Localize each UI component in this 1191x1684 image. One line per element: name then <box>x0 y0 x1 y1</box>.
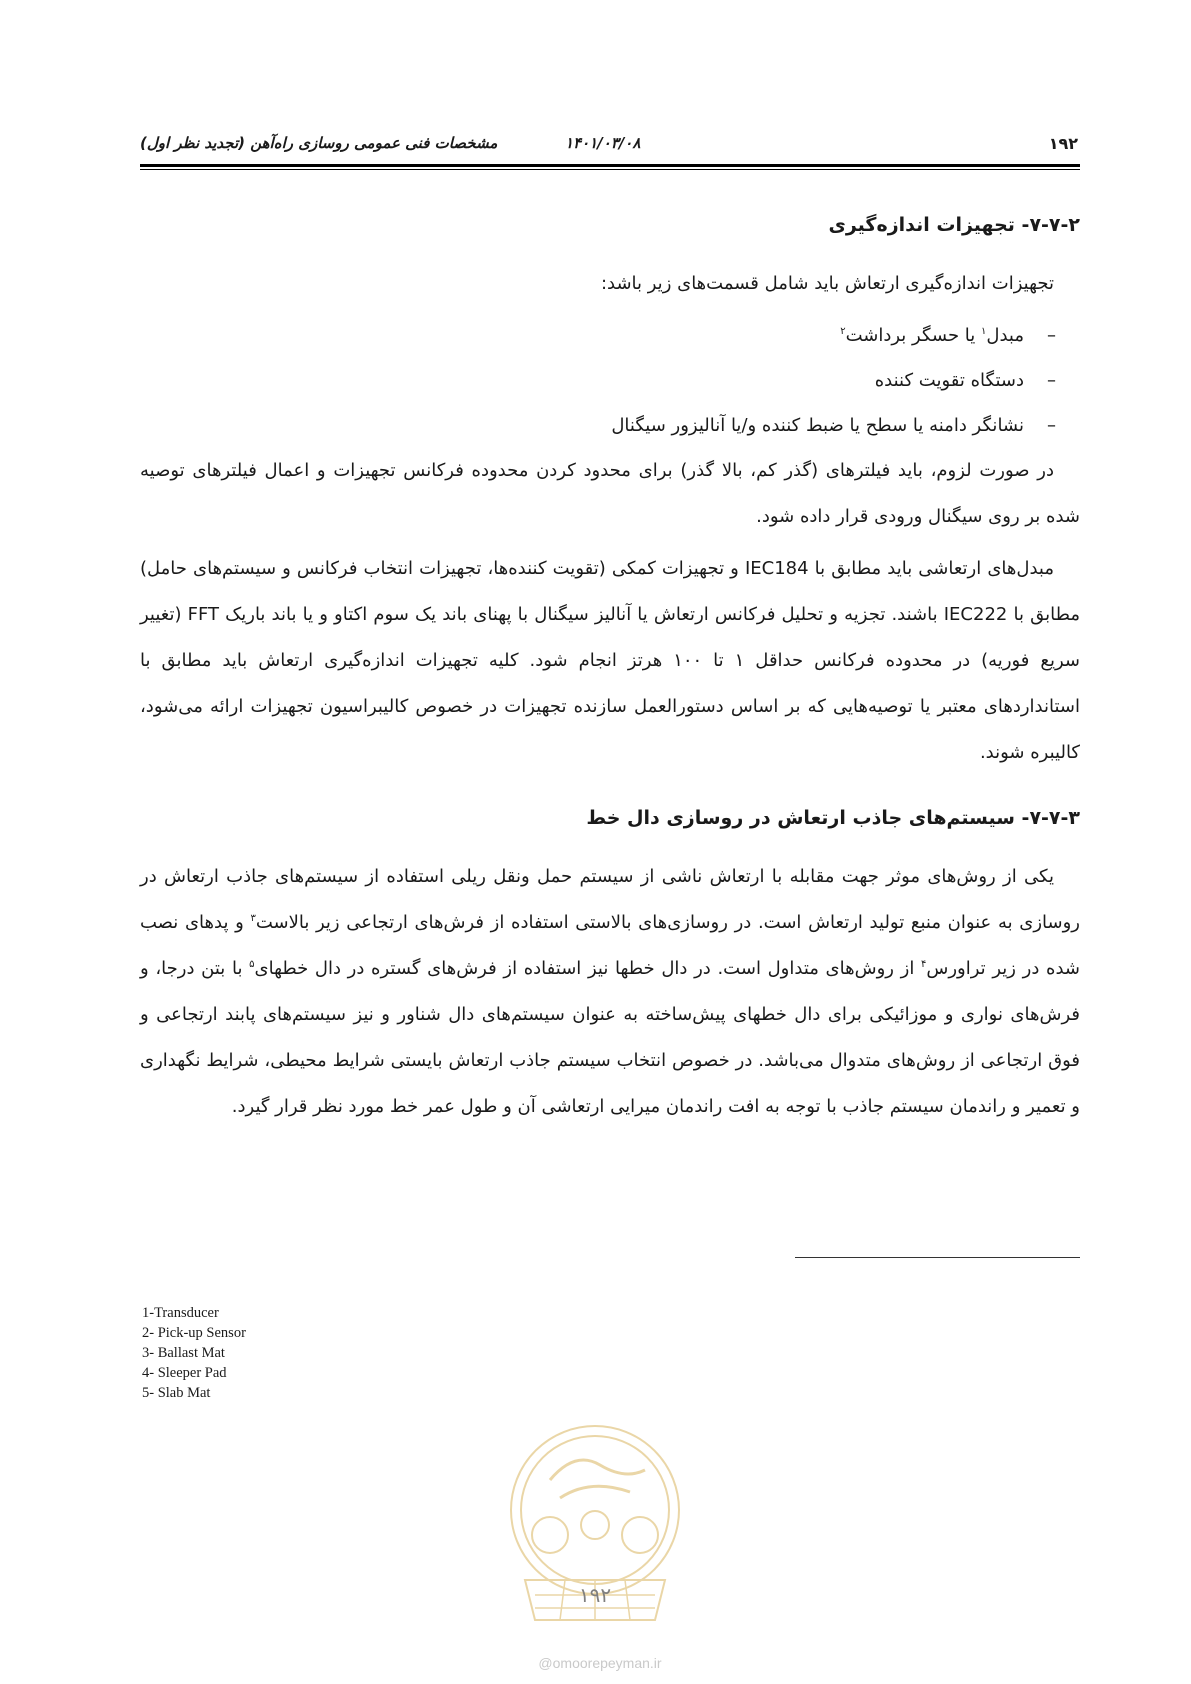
footnote: 4- Sleeper Pad <box>142 1365 227 1381</box>
watermark-url: @omoorepeyman.ir <box>538 1655 662 1671</box>
footnote-mark: ۴ <box>921 959 927 970</box>
footnote-mark: ۱ <box>981 326 987 337</box>
page-body <box>140 205 1080 1136</box>
footnote-separator <box>795 1257 1080 1258</box>
footnote-mark: ۵ <box>249 959 255 970</box>
section-heading-absorbers: ۷-۷-۳- سیستم‌های جاذب ارتعاش در روسازی دال خط <box>586 807 1080 829</box>
header-rule <box>140 164 1080 170</box>
page-number: ۱۹۲ <box>1048 134 1078 153</box>
footnote-mark: ۳ <box>250 913 256 924</box>
watermark-seal-icon <box>505 1420 685 1630</box>
list-item: –مبدل$^۱$ یا حسگر برداشت$^۲$ <box>840 325 1056 346</box>
page-header <box>140 130 1080 162</box>
footnote: 2- Pick-up Sensor <box>142 1325 246 1341</box>
section-heading-measurement: ۷-۷-۲- تجهیزات اندازه‌گیری <box>828 214 1080 236</box>
footnote: 5- Slab Mat <box>142 1385 211 1401</box>
footnote-mark: ۲ <box>840 326 846 337</box>
footnote: 3- Ballast Mat <box>142 1345 225 1361</box>
list-item: –دستگاه تقویت کننده <box>874 370 1056 391</box>
filter-paragraph: در صورت لزوم، باید فیلترهای (گذر کم، بالا گذر) برای محدود کردن محدوده فرکانس تجهیزات و اعمال فیلترهای توصیه شده بر روی سیگنال ورودی قرار داده شود. <box>140 460 1080 527</box>
document-date: ۱۴۰۱/۰۳/۰۸ <box>565 134 641 152</box>
absorbers-paragraph: یکی از روش‌های موثر جهت مقابله با ارتعاش ناشی از سیستم حمل ونقل ریلی استفاده از سیستم‌های جاذب ارتعاش در روسازی به عنوان منبع تولید ارتعاش است. در روسازی‌های بالاستی استفاده از فرش‌های ارتجاعی زیر بالاست$^۳$ و پدهای نصب شده در زیر تراورس$^۴$ از روش‌های متداول است. در دال خطها نیز استفاده از فرش‌های گستره در دال خطهای$^۵$ با بتن درجا، و فرش‌های نواری و موزائیکی برای دال خطهای پیش‌ساخته به عنوان سیستم‌های دال شناور و نیز سیستم‌های پابند ارتجاعی و فوق ارتجاعی از روش‌های متدوال می‌باشد. در خصوص انتخاب سیستم جاذب ارتعاش بایستی شرایط محیطی، شرایط نگهداری و تعمیر و راندمان سیستم جاذب با توجه به افت راندمان میرایی ارتعاشی آن و طول عمر خط مورد نظر قرار گیرد. <box>140 866 1080 1117</box>
measurement-intro: تجهیزات اندازه‌گیری ارتعاش باید شامل قسمت‌های زیر باشد: <box>600 273 1054 294</box>
equipment-list <box>140 313 1080 448</box>
document-title: مشخصات فنی عمومی روسازی راه‌آهن (تجدید نظر اول) <box>140 134 498 152</box>
seal-number: ۱۹۲ <box>578 1583 612 1607</box>
list-item: –نشانگر دامنه یا سطح یا ضبط کننده و/یا آنالیزور سیگنال <box>611 415 1056 436</box>
standards-paragraph: مبدل‌های ارتعاشی باید مطابق با IEC184 و تجهیزات کمکی (تقویت کننده‌ها، تجهیزات انتخاب فرکانس و سیستم‌های حامل) مطابق با IEC222 باشند. تجزیه و تحلیل فرکانس ارتعاش یا آنالیز سیگنال با پهنای باند یک سوم اکتاو و یا باند باریک FFT (تغییر سریع فوریه) در محدوده فرکانس حداقل ۱ تا ۱۰۰ هرتز انجام شود. کلیه تجهیزات اندازه‌گیری ارتعاش باید مطابق با استانداردهای معتبر یا توصیه‌هایی که بر اساس دستورالعمل سازنده تجهیزات در خصوص کالیبراسیون تجهیزات ارائه می‌شود، کالیبره شوند. <box>140 558 1080 763</box>
footnotes <box>142 1303 742 1403</box>
footnote: 1-Transducer <box>142 1305 219 1321</box>
